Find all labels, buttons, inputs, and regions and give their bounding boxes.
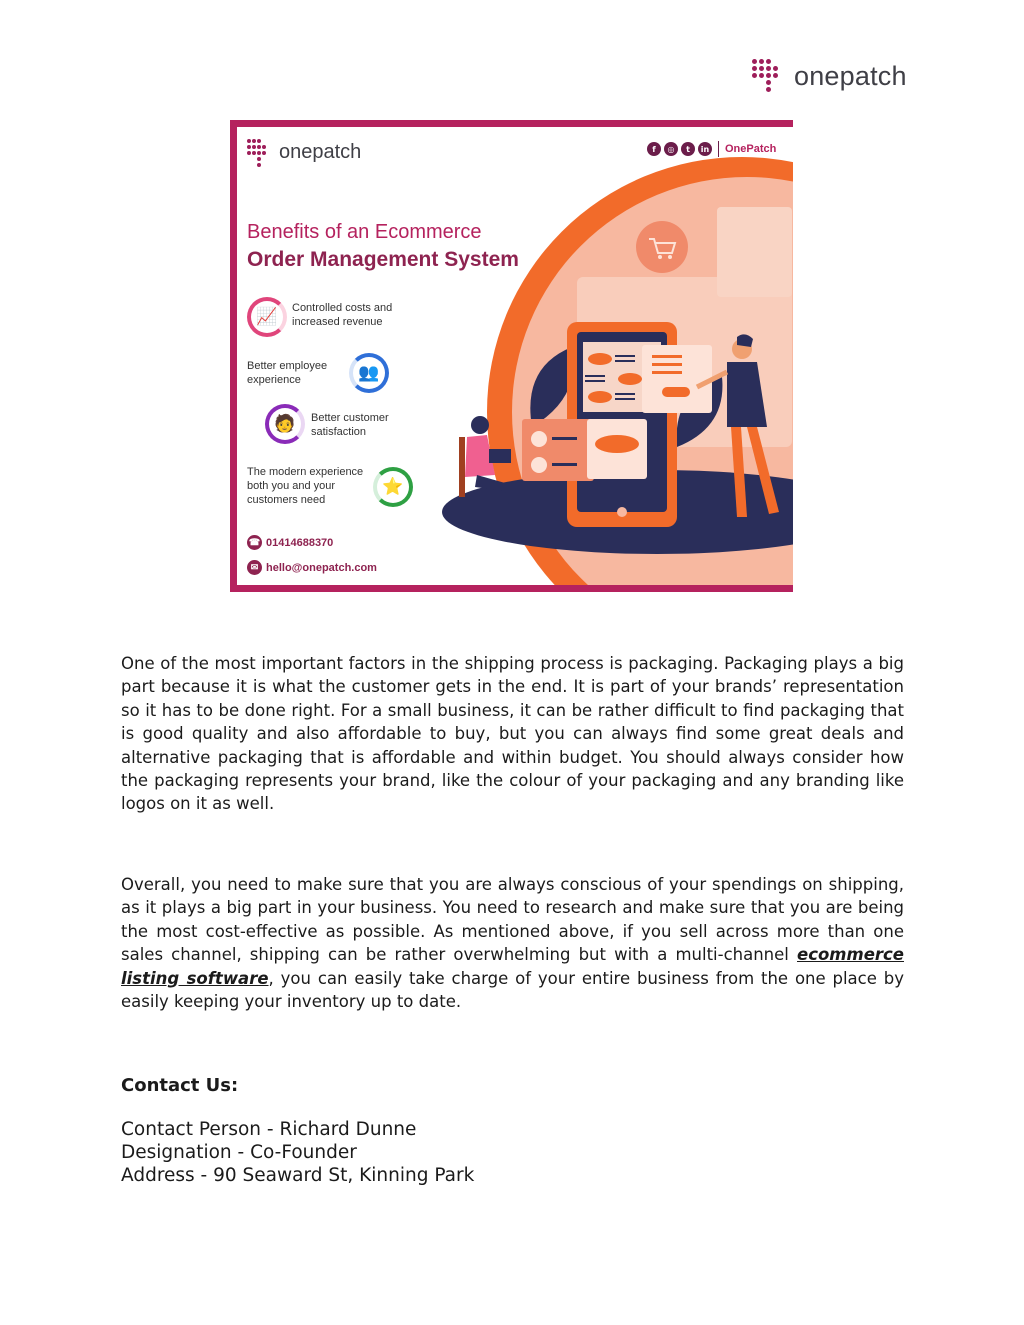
twitter-icon[interactable]: t — [681, 142, 695, 156]
paragraph-packaging: One of the most important factors in the shipping process is packaging. Packaging plays a big part because it is what the customer gets in the end. It is part of your brands’ representation so it has to be done right. For a small business, it can be rather difficult to find packaging that is good quality and also affordable to buy, but you can always find some great deals and alternative packaging that is affordable and within budget. You should always consider how the packaging represents your brand, like the colour of your packaging and any branding like logos on it as well. — [121, 654, 904, 814]
banner-title-line2: Order Management System — [247, 248, 519, 271]
header-logo — [752, 56, 907, 96]
revenue-chart-icon: 📈 — [247, 297, 287, 337]
customer-icon: 🧑 — [265, 404, 305, 444]
phone-number: 01414688370 — [266, 536, 334, 549]
infographic-banner — [230, 120, 793, 592]
benefit-item — [292, 301, 392, 329]
linkedin-icon[interactable]: in — [698, 142, 712, 156]
team-icon: 👥 — [349, 353, 389, 393]
benefit-item — [311, 411, 389, 439]
contact-address: Address - 90 Seaward St, Kinning Park — [121, 1165, 475, 1186]
banner-email[interactable] — [247, 560, 377, 575]
ecommerce-listing-software-link[interactable]: ecommerce listing software — [121, 945, 904, 988]
phone-icon: ☎ — [247, 535, 262, 550]
facebook-icon[interactable]: f — [647, 142, 661, 156]
logo-mark-icon — [752, 56, 792, 96]
benefit-text: increased revenue — [292, 316, 383, 328]
benefit-text: Controlled costs and — [292, 302, 393, 314]
banner-logo — [247, 137, 361, 167]
social-links — [647, 141, 776, 157]
paragraph-text: , you can easily take charge of your entire business from the one place by easily keeping your inventory up to date. — [121, 968, 904, 1012]
benefit-text: satisfaction — [311, 426, 367, 438]
benefit-item — [247, 359, 327, 387]
email-address: hello@onepatch.com — [266, 561, 377, 574]
banner-logo-wordmark: onepatch — [279, 140, 362, 163]
banner-title-line1: Benefits of an Ecommerce — [247, 221, 482, 243]
benefit-text: The modern experience — [247, 466, 364, 478]
contact-designation: Designation - Co-Founder — [121, 1142, 357, 1163]
logo-wordmark: onepatch — [794, 60, 907, 91]
benefit-item — [247, 465, 363, 507]
social-divider — [718, 141, 719, 157]
benefit-text: both you and your — [247, 480, 336, 492]
benefit-text: experience — [247, 374, 301, 386]
benefit-text: Better customer — [311, 412, 389, 424]
banner-phone[interactable] — [247, 535, 333, 550]
paragraph-summary — [121, 873, 904, 1013]
benefit-text: Better employee — [247, 360, 328, 372]
contact-person: Contact Person - Richard Dunne — [121, 1119, 417, 1140]
mail-icon: ✉ — [247, 560, 262, 575]
banner-logo-mark-icon — [247, 137, 277, 167]
paragraph-text: Overall, you need to make sure that you are always conscious of your spendings on shipping, as it plays a big part in your business. You need to research and make sure that you are being the most cost-effective as possible. As mentioned above, if you sell across more than one sales channel, shipping can be rather overwhelming but with a multi-channel — [121, 875, 904, 965]
banner-title — [247, 219, 519, 273]
benefit-text: customers need — [247, 494, 326, 506]
brand-name: OnePatch — [725, 143, 777, 155]
instagram-icon[interactable]: ◎ — [664, 142, 678, 156]
contact-heading: Contact Us: — [121, 1075, 239, 1096]
experience-icon: ⭐ — [373, 467, 413, 507]
